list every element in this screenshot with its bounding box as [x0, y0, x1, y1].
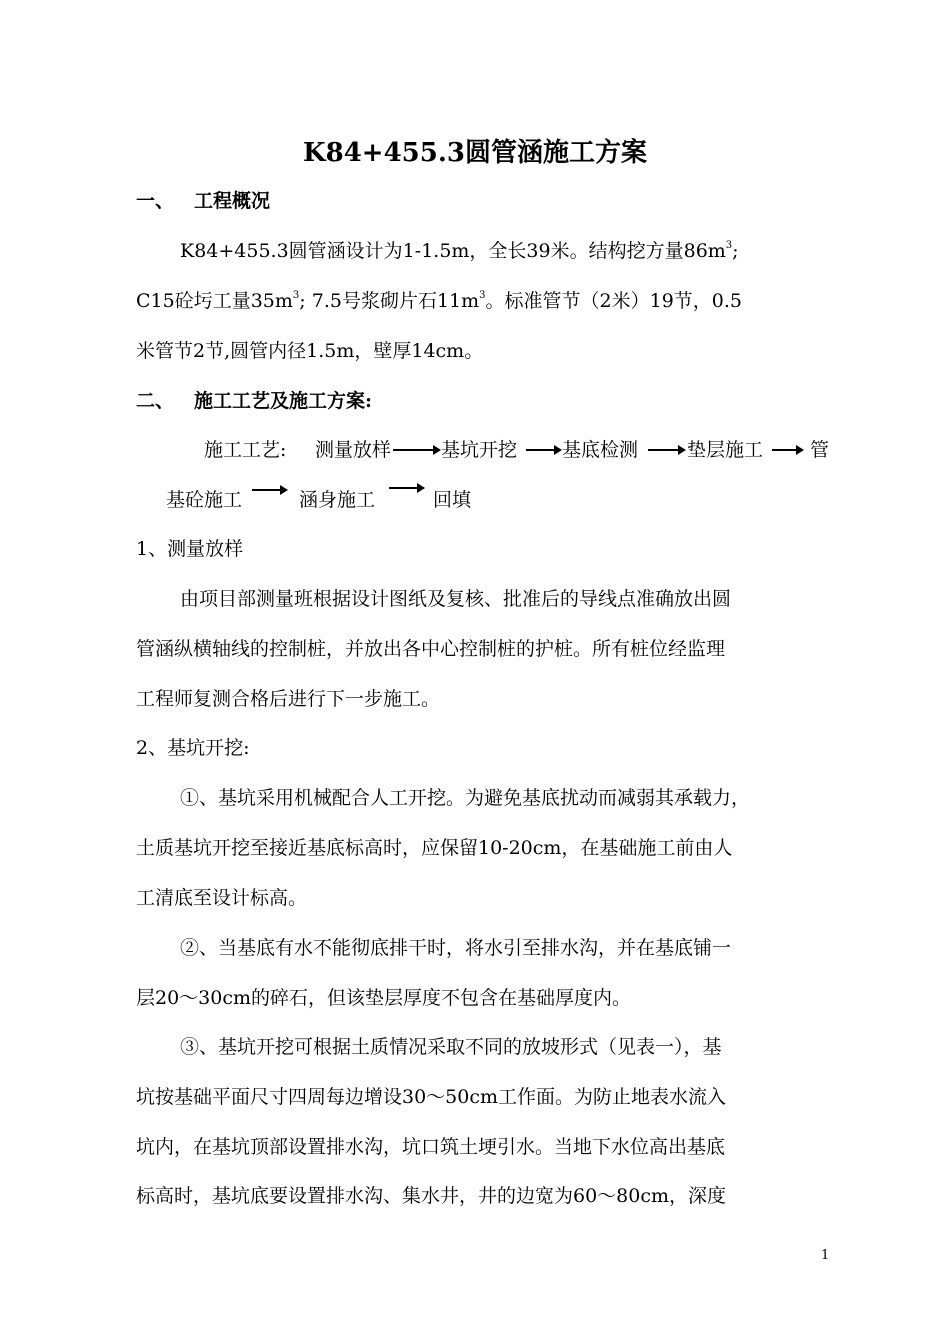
flow-label: 施工工艺:	[204, 439, 287, 461]
flow-arrow-icon	[772, 445, 804, 455]
item2-line: 坑内，在基坑顶部设置排水沟，坑口筑土埂引水。当地下水位高出基底	[136, 1136, 726, 1158]
item2-line: 土质基坑开挖至接近基底标高时，应保留10-20cm，在基础施工前由人	[136, 837, 733, 859]
item2-line: 层20～30cm的碎石，但该垫层厚度不包含在基础厚度内。	[136, 987, 632, 1009]
section1-heading: 工程概况	[194, 190, 271, 212]
document-title: K84+455.3圆管涵施工方案	[303, 138, 647, 168]
flow-step-excavation: 基坑开挖	[441, 439, 518, 461]
page-number: 1	[821, 1248, 830, 1263]
flow-arrow-icon	[252, 485, 288, 495]
item2-line: 标高时，基坑底要设置排水沟、集水井，井的边宽为60～80cm，深度	[136, 1185, 727, 1207]
flow-step-pipe-base: 基砼施工	[166, 489, 243, 511]
flow-arrow-icon	[526, 445, 562, 455]
item2-line: 工清底至设计标高。	[136, 887, 308, 909]
item2-heading: 2、基坑开挖:	[136, 737, 250, 759]
section1-paragraph-line3: 米管节2节,圆管内径1.5m，壁厚14cm。	[136, 340, 484, 362]
item2-line: 坑按基础平面尺寸四周每边增设30～50cm工作面。为防止地表水流入	[136, 1086, 727, 1108]
item2-line: ②、当基底有水不能彻底排干时，将水引至排水沟，并在基底铺一	[180, 937, 732, 959]
section1-paragraph-line2: C15砼圬工量$35m^3$; 7.5号浆砌片石$11m^3$。标准管节（2米）19节，0.5	[136, 290, 743, 312]
item1-heading: 1、测量放样	[136, 538, 244, 560]
item1-line: 由项目部测量班根据设计图纸及复核、批准后的导线点准确放出圆	[180, 588, 732, 610]
section1-paragraph-line1: K84+455.3圆管涵设计为1-1.5m，全长39米。结构挖方量$86m^3$;	[180, 240, 739, 262]
flow-arrow-icon	[389, 483, 425, 493]
section2-number: 二、	[136, 390, 175, 412]
flow-step-culvert-body: 涵身施工	[299, 489, 376, 511]
flow-step-survey: 测量放样	[315, 439, 392, 461]
flow-step-pipe-prefix: 管	[810, 439, 830, 461]
section2-heading: 施工工艺及施工方案:	[194, 390, 373, 412]
section1-number: 一、	[136, 190, 175, 212]
item1-line: 管涵纵横轴线的控制桩，并放出各中心控制桩的护桩。所有桩位经监理	[136, 638, 726, 660]
flow-arrow-icon	[393, 445, 441, 455]
flow-step-backfill: 回填	[433, 489, 472, 511]
flow-step-base-inspection: 基底检测	[562, 439, 639, 461]
item1-line: 工程师复测合格后进行下一步施工。	[136, 688, 441, 710]
flow-arrow-icon	[648, 445, 686, 455]
item2-line: ①、基坑采用机械配合人工开挖。为避免基底扰动而减弱其承载力，	[180, 787, 751, 809]
item2-line: ③、基坑开挖可根据土质情况采取不同的放坡形式（见表一），基	[180, 1036, 722, 1058]
flow-step-cushion: 垫层施工	[687, 439, 764, 461]
